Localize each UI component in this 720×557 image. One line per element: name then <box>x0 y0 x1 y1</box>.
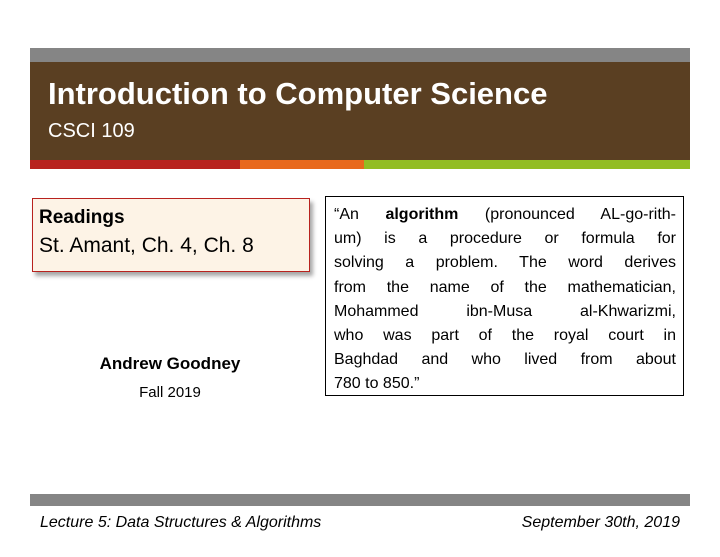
quote-line-6: who was part of the royal court in <box>334 326 676 344</box>
top-gray-bar <box>30 48 690 62</box>
slide-title: Introduction to Computer Science <box>48 76 548 111</box>
algorithm-quote-box <box>325 196 684 396</box>
quote-line-1 <box>334 203 676 227</box>
author-name: Andrew Goodney <box>99 354 241 373</box>
quote-line-2: um) is a procedure or formula for <box>334 230 676 248</box>
quote-line-4: from the name of the mathematician, <box>334 278 676 296</box>
footer-lecture-title: Lecture 5: Data Structures & Algorithms <box>40 514 322 531</box>
quote-line-7: Baghdad and who lived from about <box>334 351 676 369</box>
quote-opening: “An <box>334 206 386 223</box>
accent-bar-red <box>30 160 240 169</box>
quote-line-3: solving a problem. The word derives <box>334 254 676 272</box>
readings-text: St. Amant, Ch. 4, Ch. 8 <box>39 234 254 257</box>
bottom-gray-bar <box>30 494 690 506</box>
term-date: Fall 2019 <box>139 384 201 401</box>
quote-highlight-word: algorithm <box>385 206 459 223</box>
quote-line-1-end: (pronounced AL-go-rith- <box>458 206 676 223</box>
accent-bar-orange <box>240 160 364 169</box>
title-band <box>30 62 690 160</box>
readings-heading: Readings <box>39 207 125 228</box>
quote-line-5: Mohammed ibn-Musa al-Khwarizmi, <box>334 302 676 320</box>
accent-bar-green <box>364 160 690 169</box>
footer-date: September 30th, 2019 <box>521 514 680 531</box>
readings-box <box>32 198 310 272</box>
quote-line-8: 780 to 850.” <box>334 375 420 393</box>
course-code: CSCI 109 <box>48 120 135 142</box>
